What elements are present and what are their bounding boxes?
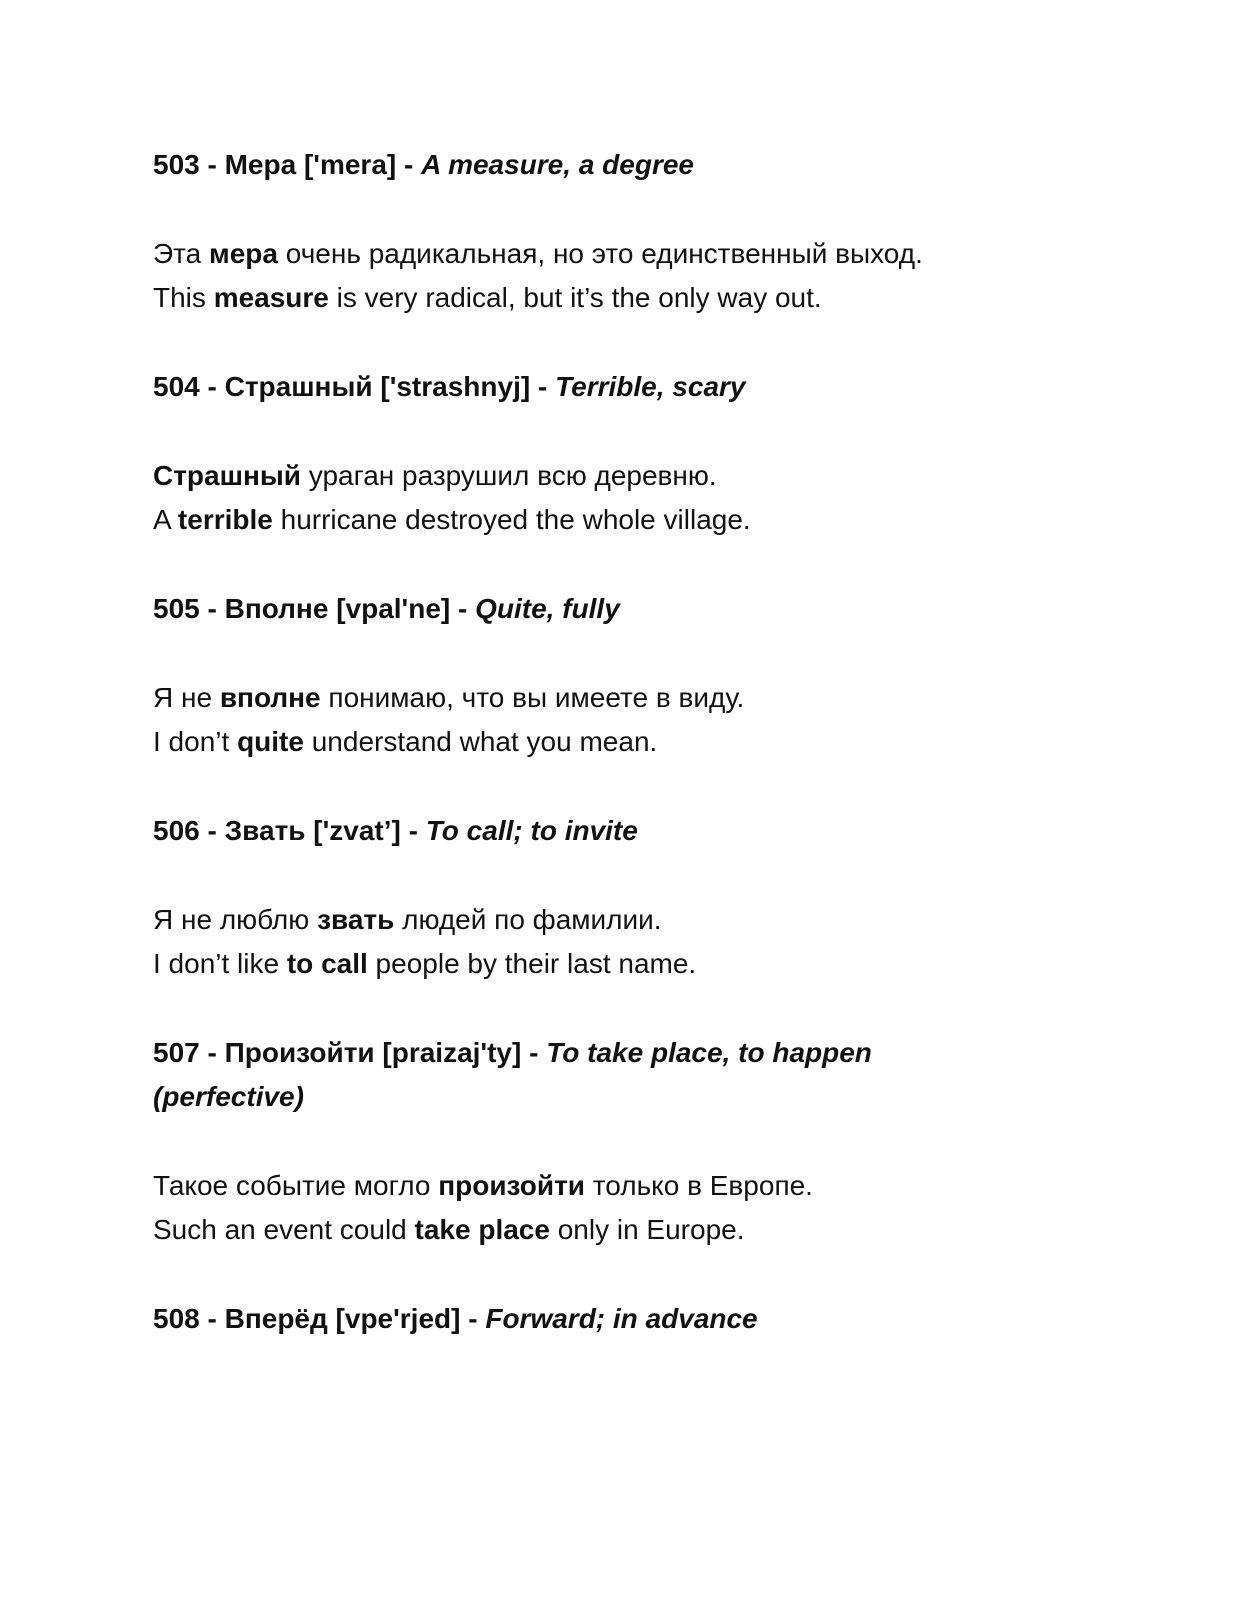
ru-keyword: вполне bbox=[219, 682, 321, 713]
ru-keyword: звать bbox=[317, 904, 395, 935]
entry-number: 506 bbox=[153, 815, 200, 846]
entry-heading bbox=[153, 143, 1103, 187]
entry-word: Вперёд bbox=[224, 1303, 328, 1334]
ru-keyword: мера bbox=[209, 238, 278, 269]
ru-text-after: только в Европе. bbox=[585, 1170, 813, 1201]
separator: - bbox=[450, 593, 476, 624]
ru-text-before: Я не люблю bbox=[153, 904, 318, 935]
russian-example bbox=[153, 232, 1103, 276]
english-example bbox=[153, 276, 1103, 320]
entry-heading bbox=[153, 1031, 1103, 1119]
russian-example bbox=[153, 454, 1103, 498]
en-keyword: measure bbox=[213, 282, 329, 313]
entry-transcription: ['mera] bbox=[303, 149, 397, 180]
entry-transcription: ['zvat’] bbox=[313, 815, 401, 846]
entry-number: 505 bbox=[153, 593, 200, 624]
entry-meaning: To take place, to happen bbox=[546, 1037, 872, 1068]
en-text-before: This bbox=[153, 282, 214, 313]
en-text-after: people by their last name. bbox=[367, 948, 697, 979]
en-text-before: I don’t bbox=[153, 726, 238, 757]
vocab-entry-505 bbox=[153, 587, 1103, 809]
en-keyword: to call bbox=[286, 948, 368, 979]
ru-text-before: Такое событие могло bbox=[153, 1170, 439, 1201]
vocab-entry-503 bbox=[153, 143, 1103, 365]
entry-meaning: Forward; in advance bbox=[485, 1303, 758, 1334]
en-text-before: Such an event could bbox=[153, 1214, 415, 1245]
entry-number: 507 bbox=[153, 1037, 200, 1068]
entry-word: Вполне bbox=[224, 593, 329, 624]
entry-transcription: [praizaj'ty] bbox=[382, 1037, 522, 1068]
en-keyword: quite bbox=[237, 726, 304, 757]
entry-heading bbox=[153, 587, 1103, 631]
en-text-before: I don’t like bbox=[153, 948, 287, 979]
en-keyword: take place bbox=[414, 1214, 550, 1245]
russian-example bbox=[153, 1164, 1103, 1208]
ru-keyword: Страшный bbox=[153, 460, 301, 491]
vocab-entry-507 bbox=[153, 1031, 1103, 1297]
separator: - bbox=[460, 1303, 486, 1334]
entry-transcription: [vpe'rjed] bbox=[335, 1303, 461, 1334]
separator: - bbox=[400, 815, 426, 846]
ru-text-before: Эта bbox=[153, 238, 209, 269]
entry-word: Мера bbox=[224, 149, 297, 180]
english-example bbox=[153, 942, 1103, 986]
vocab-entry-508 bbox=[153, 1297, 1103, 1341]
entry-number: 508 bbox=[153, 1303, 200, 1334]
ru-text-after: понимаю, что вы имеете в виду. bbox=[320, 682, 745, 713]
en-text-before: A bbox=[153, 504, 178, 535]
entry-word: Звать bbox=[224, 815, 306, 846]
en-keyword: terrible bbox=[177, 504, 273, 535]
separator: - bbox=[199, 593, 225, 624]
en-text-after: hurricane destroyed the whole village. bbox=[272, 504, 751, 535]
english-example bbox=[153, 720, 1103, 764]
entry-word: Страшный bbox=[224, 371, 373, 402]
separator: - bbox=[521, 1037, 547, 1068]
entry-meaning: Terrible, scary bbox=[555, 371, 746, 402]
ru-text-before: Я не bbox=[153, 682, 220, 713]
entry-word: Произойти bbox=[224, 1037, 375, 1068]
entry-number: 503 bbox=[153, 149, 200, 180]
english-example bbox=[153, 1208, 1103, 1252]
entry-heading bbox=[153, 1297, 1103, 1341]
entry-meaning: A measure, a degree bbox=[421, 149, 694, 180]
vocab-entry-506 bbox=[153, 809, 1103, 1031]
ru-text-after: очень радикальная, но это единственный выход. bbox=[277, 238, 923, 269]
entry-meaning: Quite, fully bbox=[475, 593, 620, 624]
ru-text-after: людей по фамилии. bbox=[394, 904, 662, 935]
entry-meaning-note: (perfective) bbox=[153, 1081, 304, 1112]
entry-number: 504 bbox=[153, 371, 200, 402]
entry-meaning: To call; to invite bbox=[425, 815, 638, 846]
entry-transcription: ['strashnyj] bbox=[380, 371, 531, 402]
entry-heading bbox=[153, 809, 1103, 853]
separator: - bbox=[199, 371, 225, 402]
entry-heading bbox=[153, 365, 1103, 409]
en-text-after: understand what you mean. bbox=[303, 726, 658, 757]
separator: - bbox=[199, 1037, 225, 1068]
english-example bbox=[153, 498, 1103, 542]
russian-example bbox=[153, 676, 1103, 720]
en-text-after: only in Europe. bbox=[549, 1214, 745, 1245]
separator: - bbox=[199, 149, 225, 180]
ru-keyword: произойти bbox=[438, 1170, 585, 1201]
separator: - bbox=[199, 1303, 225, 1334]
document-page bbox=[153, 143, 1103, 1341]
ru-text-after: ураган разрушил всю деревню. bbox=[300, 460, 717, 491]
russian-example bbox=[153, 898, 1103, 942]
entry-transcription: [vpal'ne] bbox=[336, 593, 451, 624]
separator: - bbox=[396, 149, 422, 180]
separator: - bbox=[199, 815, 225, 846]
vocab-entry-504 bbox=[153, 365, 1103, 587]
en-text-after: is very radical, but it’s the only way out. bbox=[328, 282, 822, 313]
separator: - bbox=[530, 371, 556, 402]
